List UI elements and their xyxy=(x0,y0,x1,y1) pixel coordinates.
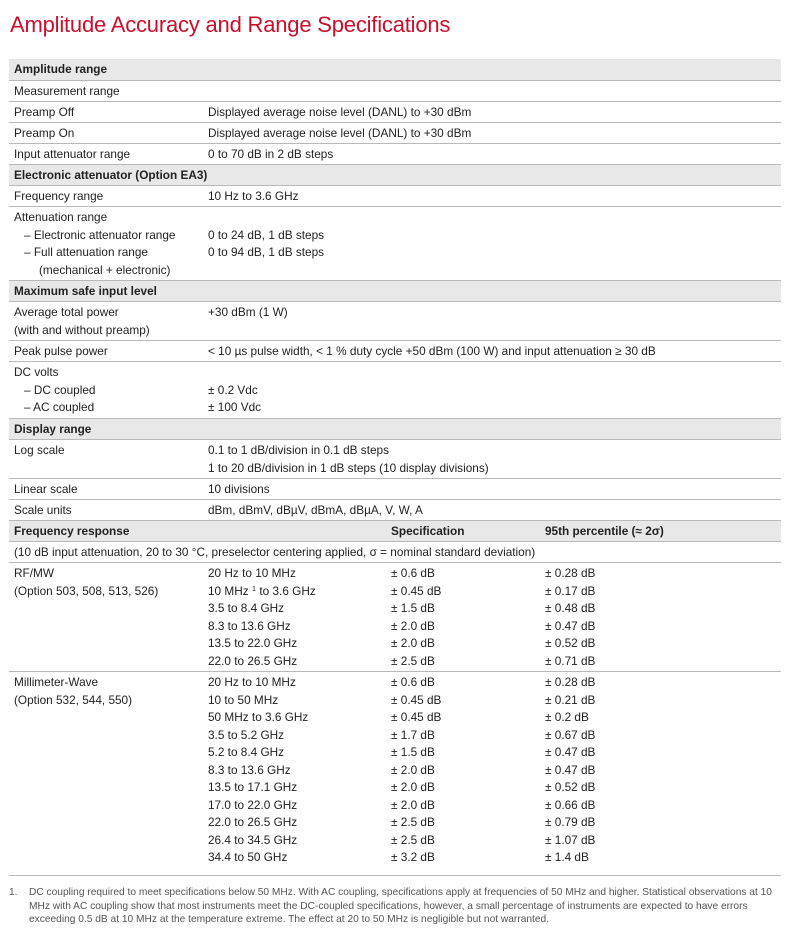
row-frequency-response-conditions: (10 dB input attenuation, 20 to 30 °C, preselector centering applied, σ = nominal standard deviation) xyxy=(9,541,781,562)
freq-range-cell: 20 Hz to 10 MHz xyxy=(208,566,296,580)
row-frequency-range: Frequency range 10 Hz to 3.6 GHz xyxy=(9,185,781,206)
specification-cell: ± 2.0 dB xyxy=(391,797,435,812)
row-preamp-on: Preamp On Displayed average noise level (DANL) to +30 dBm xyxy=(9,122,781,143)
freq-range-cell: 34.4 to 50 GHz xyxy=(208,850,288,864)
freq-range-cell: 13.5 to 17.1 GHz xyxy=(208,780,298,794)
percentile-cell: ± 0.28 dB xyxy=(545,675,596,689)
freq-range-cell: 5.2 to 8.4 GHz xyxy=(208,745,285,759)
freq-range-cell: 26.4 to 34.5 GHz xyxy=(208,832,298,847)
footnote-number: 1. xyxy=(9,887,18,898)
footnote xyxy=(9,886,785,927)
freq-range-cell: 13.5 to 22.0 GHz xyxy=(208,636,298,650)
group-rfmw: RF/MW (Option 503, 508, 513, 526) 20 Hz to 10 MHz 10 MHz $^1$ to 3.6 GHz 3.5 to 8.4 GHz 8.3 to 13.6 GHz 13.5 to 22.0 GHz 22.0 to 26.5 GHz ± 0.6 dB ± 0.45 dB ± 1.5 dB ± 2.0 dB ± 2.0 dB ± 2.5 dB ± 0.28 dB ± 0.17 dB ± 0.48 dB ± 0.47 dB ± 0.52 dB ± 0.71 dB xyxy=(9,562,781,671)
specification-cell: ± 2.0 dB xyxy=(391,762,435,777)
specification-cell: ± 0.45 dB xyxy=(391,583,442,598)
section-header-frequency-response: Frequency response Specification 95th percentile (≈ 2σ) xyxy=(9,520,781,541)
specification-cell: ± 2.5 dB xyxy=(391,832,435,847)
percentile-cell: ± 0.67 dB xyxy=(545,727,596,742)
table-bottom-rule xyxy=(9,875,781,876)
specification-cell: ± 2.0 dB xyxy=(391,780,435,794)
specification-cell: ± 1.5 dB xyxy=(391,745,435,759)
freq-range-cell: 50 MHz to 3.6 GHz xyxy=(208,710,309,724)
percentile-cell: ± 0.17 dB xyxy=(545,583,596,598)
freq-range-cell: 22.0 to 26.5 GHz xyxy=(208,815,298,829)
row-peak-pulse-power: Peak pulse power < 10 µs pulse width, < 1 % duty cycle +50 dBm (100 W) and input attenuation ≥ 30 dB xyxy=(9,340,781,361)
freq-range-cell: 10 MHz $^1$ to 3.6 GHz xyxy=(208,583,316,598)
row-log-scale: Log scale 0.1 to 1 dB/division in 0.1 dB steps 1 to 20 dB/division in 1 dB steps (10 display divisions) xyxy=(9,439,781,478)
freq-range-cell: 3.5 to 8.4 GHz xyxy=(208,601,285,615)
row-measurement-range: Measurement range xyxy=(9,80,781,101)
percentile-cell: ± 0.66 dB xyxy=(545,797,596,812)
group-millimeter-wave: Millimeter-Wave (Option 532, 544, 550) 20 Hz to 10 MHz 10 to 50 MHz 50 MHz to 3.6 GHz 3.5 to 5.2 GHz 5.2 to 8.4 GHz 8.3 to 13.6 GHz 13.5 to 17.1 GHz 17.0 to 22.0 GHz 22.0 to 26.5 GHz 26.4 to 34.5 GHz 34.4 to 50 GHz ± 0.6 dB ± 0.45 dB ± 0.45 dB ± 1.7 dB ± 1.5 dB ± 2.0 dB ± 2.0 dB ± 2.0 dB ± 2.5 dB ± 2.5 dB ± 3.2 dB ± 0.28 dB ± 0.21 dB ± 0.2 dB ± 0.67 dB ± 0.47 dB ± 0.47 dB ± 0.52 dB ± 0.66 dB ± 0.79 dB ± 1.07 dB ± 1.4 dB xyxy=(9,671,781,868)
specification-cell: ± 1.7 dB xyxy=(391,727,435,742)
footnote-ref: 1 xyxy=(251,583,257,593)
freq-range-cell: 22.0 to 26.5 GHz xyxy=(208,653,298,668)
freq-range-cell: 10 to 50 MHz xyxy=(208,692,279,707)
freq-range-cell: 20 Hz to 10 MHz xyxy=(208,675,296,689)
section-header-electronic-attenuator: Electronic attenuator (Option EA3) xyxy=(9,164,781,185)
percentile-cell: ± 0.47 dB xyxy=(545,618,596,633)
row-scale-units: Scale units dBm, dBmV, dBµV, dBmA, dBµA, V, W, A xyxy=(9,499,781,520)
row-dc-volts: DC volts – DC coupled – AC coupled ± 0.2 Vdc ± 100 Vdc xyxy=(9,361,781,418)
specification-cell: ± 2.5 dB xyxy=(391,653,435,668)
row-attenuation-range: Attenuation range – Electronic attenuator range – Full attenuation range (mechanical + electronic) 0 to 24 dB, 1 dB steps 0 to 94 dB, 1 dB steps xyxy=(9,206,781,280)
percentile-cell: ± 0.28 dB xyxy=(545,566,596,580)
specification-cell: ± 0.6 dB xyxy=(391,566,435,580)
percentile-cell: ± 0.52 dB xyxy=(545,780,596,794)
percentile-cell: ± 0.47 dB xyxy=(545,745,596,759)
section-header-amplitude-range: Amplitude range xyxy=(9,59,781,80)
row-preamp-off: Preamp Off Displayed average noise level (DANL) to +30 dBm xyxy=(9,101,781,122)
percentile-cell: ± 0.21 dB xyxy=(545,692,596,707)
percentile-cell: ± 0.79 dB xyxy=(545,815,596,829)
freq-range-cell: 8.3 to 13.6 GHz xyxy=(208,762,291,777)
freq-range-cell: 8.3 to 13.6 GHz xyxy=(208,618,291,633)
specification-cell: ± 0.45 dB xyxy=(391,710,442,724)
page-title: Amplitude Accuracy and Range Specifications xyxy=(10,12,451,37)
row-input-attenuator: Input attenuator range 0 to 70 dB in 2 dB steps xyxy=(9,143,781,164)
row-average-total-power: Average total power (with and without preamp) +30 dBm (1 W) xyxy=(9,301,781,340)
percentile-cell: ± 0.71 dB xyxy=(545,653,596,668)
row-linear-scale: Linear scale 10 divisions xyxy=(9,478,781,499)
specification-cell: ± 2.0 dB xyxy=(391,636,435,650)
specification-cell: ± 0.45 dB xyxy=(391,692,442,707)
spec-table xyxy=(9,59,781,868)
percentile-cell: ± 0.52 dB xyxy=(545,636,596,650)
specification-cell: ± 0.6 dB xyxy=(391,675,435,689)
specification-cell: ± 1.5 dB xyxy=(391,601,435,615)
specification-cell: ± 3.2 dB xyxy=(391,850,435,864)
freq-range-cell: 17.0 to 22.0 GHz xyxy=(208,797,298,812)
footnote-text: DC coupling required to meet specifications below 50 MHz. With AC coupling, specifications apply at frequencies of 50 MHz and higher. Statistical observations at 10 MHz with AC coupling show that most instruments meet the DC-coupled specifications, however, a small percentage of instruments are expected to have errors exceeding 0.5 dB at 10 MHz at the temperature extreme. The effect at 20 to 50 MHz is negligible but not warranted. xyxy=(29,887,772,926)
percentile-cell: ± 0.2 dB xyxy=(545,710,589,724)
percentile-cell: ± 0.47 dB xyxy=(545,762,596,777)
specification-cell: ± 2.5 dB xyxy=(391,815,435,829)
freq-range-cell: 3.5 to 5.2 GHz xyxy=(208,727,285,742)
percentile-cell: ± 1.4 dB xyxy=(545,850,589,864)
percentile-cell: ± 0.48 dB xyxy=(545,601,596,615)
percentile-cell: ± 1.07 dB xyxy=(545,832,596,847)
specification-cell: ± 2.0 dB xyxy=(391,618,435,633)
section-header-max-safe-input: Maximum safe input level xyxy=(9,280,781,301)
section-header-display-range: Display range xyxy=(9,418,781,439)
